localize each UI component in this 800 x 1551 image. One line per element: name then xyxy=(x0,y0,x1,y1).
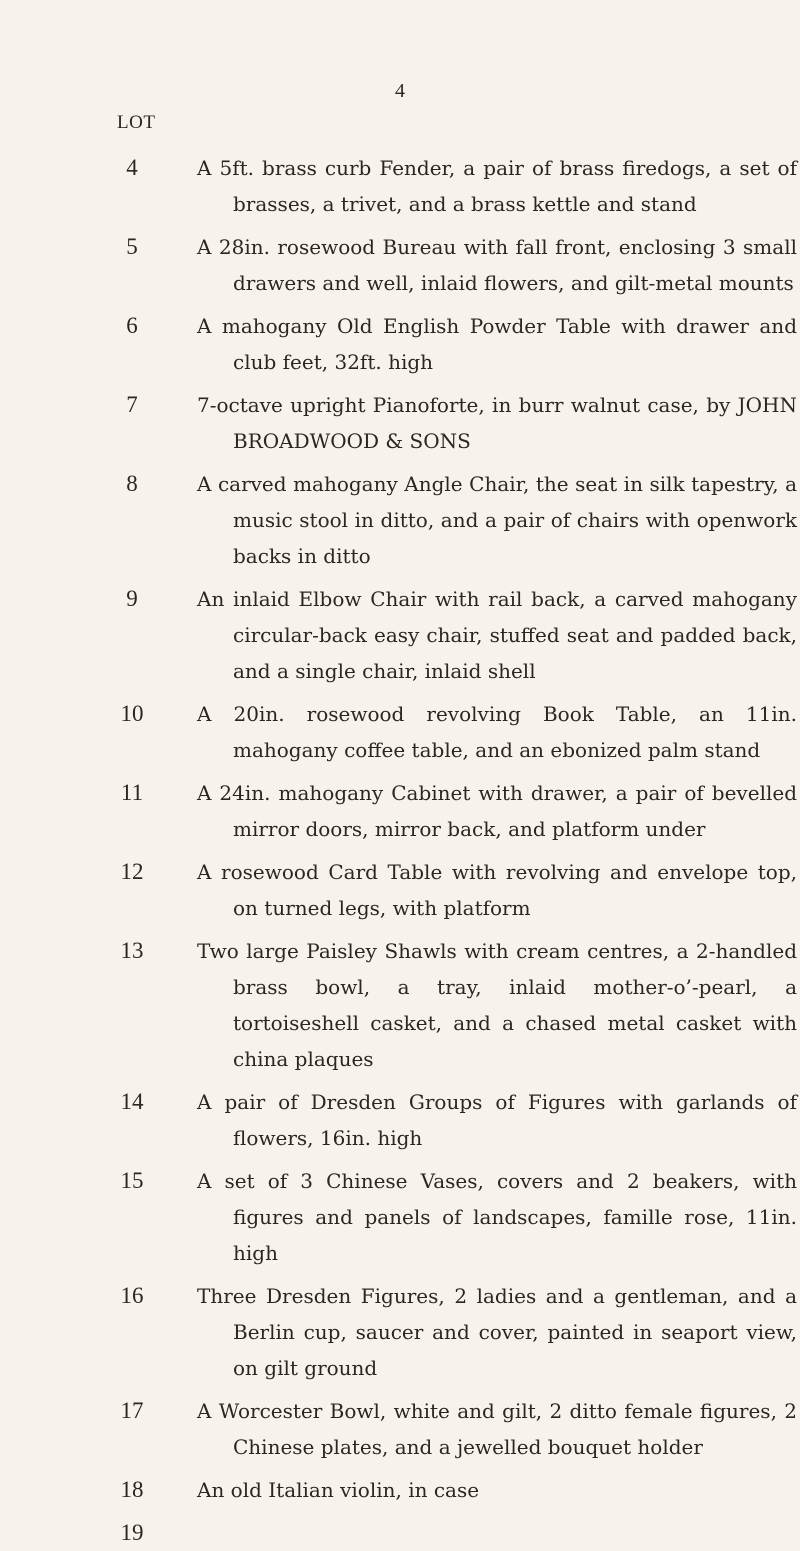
lot-description: A rosewood Card Table with revolving and envelope top, on turned legs, with platform xyxy=(197,860,797,920)
lot-item xyxy=(117,775,797,847)
lot-item xyxy=(117,854,797,926)
lot-description: A 28in. rosewood Bureau with fall front, enclosing 3 small drawers and well, inlaid flowers, and gilt-metal mounts xyxy=(197,235,797,295)
lot-item xyxy=(117,1163,797,1271)
lot-column-header: LOT xyxy=(117,112,156,133)
lot-number: 19 xyxy=(120,1520,144,1545)
lot-number: 14 xyxy=(120,1089,144,1114)
lot-description: An old Italian violin, in case xyxy=(197,1478,480,1502)
lot-number: 7 xyxy=(126,392,138,417)
lot-number: 13 xyxy=(120,938,144,963)
lot-description: Three Dresden Figures, 2 ladies and a gentleman, and a Berlin cup, saucer and cover, painted in seaport view, on gilt ground xyxy=(197,1284,797,1380)
lot-number: 17 xyxy=(120,1398,144,1423)
lot-item xyxy=(117,1084,797,1156)
lot-item xyxy=(117,1393,797,1465)
lot-description: A carved mahogany Angle Chair, the seat in silk tapestry, a music stool in ditto, and a pair of chairs with openwork backs in ditto xyxy=(197,472,797,568)
lot-number: 4 xyxy=(126,155,138,180)
lot-item xyxy=(117,1278,797,1386)
lot-description: 7-octave upright Pianoforte, in burr walnut case, by JOHN BROADWOOD & SONS xyxy=(197,393,797,453)
lot-item xyxy=(117,229,797,301)
lot-item xyxy=(117,581,797,689)
lot-description: A 5ft. brass curb Fender, a pair of brass firedogs, a set of brasses, a trivet, and a brass kettle and stand xyxy=(197,156,797,216)
lot-item xyxy=(117,696,797,768)
lot-number: 6 xyxy=(126,313,138,338)
lot-description: A mahogany Old English Powder Table with drawer and club feet, 32ft. high xyxy=(197,314,797,374)
lot-description: An inlaid Elbow Chair with rail back, a carved mahogany circular-back easy chair, stuffed seat and padded back, and a single chair, inlaid shell xyxy=(197,587,797,683)
lot-item xyxy=(117,150,797,222)
lot-description: A 24in. mahogany Cabinet with drawer, a pair of bevelled mirror doors, mirror back, and platform under xyxy=(197,781,797,841)
page-number: 4 xyxy=(395,80,405,102)
lot-item xyxy=(117,308,797,380)
lot-description: A Worcester Bowl, white and gilt, 2 ditto female figures, 2 Chinese plates, and a jewelled bouquet holder xyxy=(197,1399,797,1459)
lot-number: 12 xyxy=(120,859,144,884)
lot-list xyxy=(117,150,797,1545)
lot-number: 18 xyxy=(120,1477,144,1502)
lot-number: 9 xyxy=(126,586,138,611)
lot-description: Two large Paisley Shawls with cream centres, a 2-handled brass bowl, a tray, inlaid mother-o’-pearl, a tortoiseshell casket, and a chased metal casket with china plaques xyxy=(197,939,797,1071)
lot-item xyxy=(117,933,797,1077)
lot-number: 10 xyxy=(120,701,144,726)
lot-number: 16 xyxy=(120,1283,144,1308)
lot-item xyxy=(117,387,797,459)
lot-number: 15 xyxy=(120,1168,144,1193)
lot-description: A pair of Dresden Groups of Figures with garlands of flowers, 16in. high xyxy=(197,1090,797,1150)
lot-number: 8 xyxy=(126,471,138,496)
lot-number: 5 xyxy=(126,234,138,259)
lot-item xyxy=(117,1472,797,1508)
lot-item xyxy=(117,466,797,574)
lot-number: 11 xyxy=(120,780,144,805)
lot-description: A set of 3 Chinese Vases, covers and 2 beakers, with figures and panels of landscapes, famille rose, 11in. high xyxy=(197,1169,797,1265)
lot-description: A 20in. rosewood revolving Book Table, an 11in. mahogany coffee table, and an ebonized palm stand xyxy=(197,702,797,762)
